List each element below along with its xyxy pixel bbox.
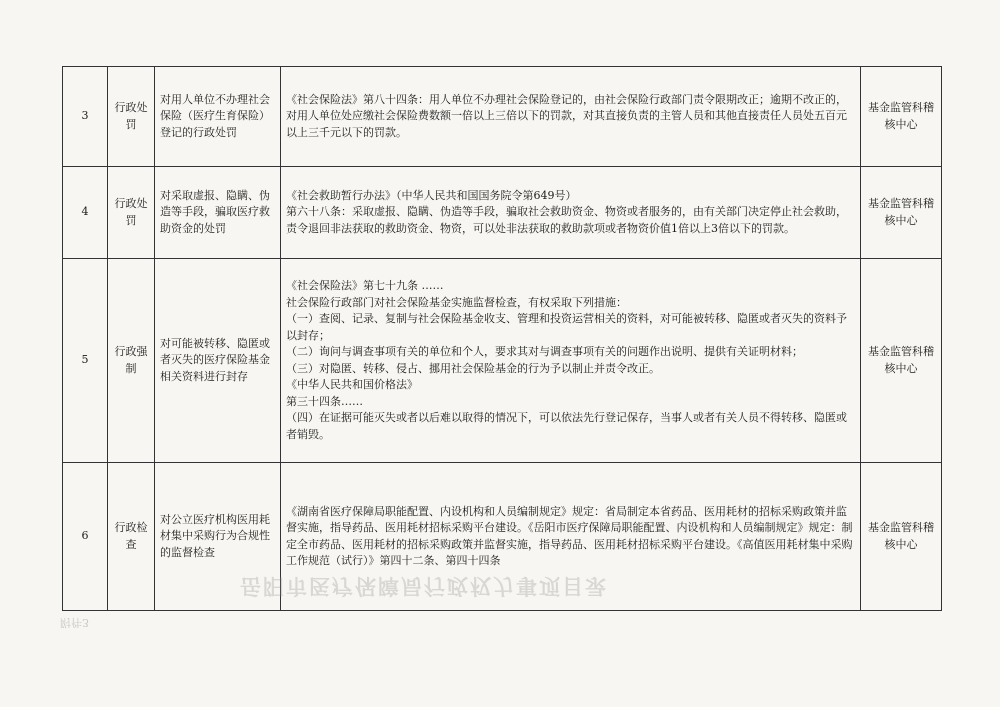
power-type: 行政检查 [108, 463, 155, 611]
power-type: 行政强制 [108, 259, 155, 463]
basis-line: 《社会保险法》第七十九条 …… [286, 279, 444, 292]
responsible-dept: 基金监管科稽核中心 [861, 167, 942, 259]
legal-basis [281, 167, 861, 259]
power-item: 对用人单位不办理社会保险（医疗生育保险）登记的行政处罚 [155, 67, 281, 167]
table-row [63, 67, 942, 167]
power-type: 行政处罚 [108, 67, 155, 167]
basis-line: 《中华人民共和国价格法》 [286, 378, 418, 391]
legal-basis [281, 67, 861, 167]
basis-line: （二）询问与调查事项有关的单位和个人，要求其对与调查事项有关的问题作出说明、提供有关证明材料； [286, 345, 803, 358]
basis-line: （三）对隐匿、转移、侵占、挪用社会保险基金的行为予以制止并责令改正。 [286, 361, 660, 375]
basis-line: 《社会保险法》第八十四条：用人单位不办理社会保险登记的，由社会保险行政部门责令限期改正；逾期不改正的，对用人单位处应缴社会保险费数额一倍以上三倍以下的罚款，对其直接负责的主管人员和其他直接责任人员处五百元以上三千元以下的罚款。 [286, 92, 847, 139]
power-item: 对可能被转移、隐匿或者灭失的医疗保险基金相关资料进行封存 [155, 259, 281, 463]
power-item: 对公立医疗机构医用耗材集中采购行为合规性的监督检查 [155, 463, 281, 611]
responsible-dept: 基金监管科稽核中心 [861, 259, 942, 463]
basis-line: （四）在证据可能灭失或者以后难以取得的情况下，可以依法先行登记保存，当事人或者有关人员不得转移、隐匿或者销毁。 [286, 411, 847, 441]
table-row [63, 259, 942, 463]
basis-line: （一）查阅、记录、复制与社会保险基金收支、管理和投资运营相关的资料，对可能被转移、隐匿或者灭失的资料予以封存； [286, 312, 847, 342]
responsible-dept: 基金监管科稽核中心 [861, 463, 942, 611]
basis-line: 第六十八条：采取虚报、隐瞒、伪造等手段，骗取社会救助资金、物资或者服务的，由有关部门决定停止社会救助，责令退回非法获取的救助资金、物资，可以处非法获取的救助款项或者物资价值1倍以上3倍以下的罚款。 [286, 205, 847, 235]
row-number: 4 [63, 167, 108, 259]
bleed-through-corner-mark: 附件3 [60, 616, 89, 629]
bleed-through-title: 岳阳市医疗保障局行政权力事项目录 [240, 574, 608, 598]
power-item: 对采取虚报、隐瞒、伪造等手段，骗取医疗救助资金的处罚 [155, 167, 281, 259]
table-row [63, 167, 942, 259]
legal-basis [281, 259, 861, 463]
basis-line: 《社会救助暂行办法》（中华人民共和国国务院令第649号） [286, 188, 577, 202]
basis-line: 《湖南省医疗保障局职能配置、内设机构和人员编制规定》规定：省局制定本省药品、医用耗材的招标采购政策并监督实施，指导药品、医用耗材招标采购平台建设。《岳阳市医疗保障局职能配置、内设机构和人员编制规定》规定：制定全市药品、医用耗材的招标采购政策并监督实施，指导药品、医用耗材招标采购平台建设。《高值医用耗材集中采购工作规范（试行）》第四十二条、第四十四条 [286, 504, 853, 567]
row-number: 6 [63, 463, 108, 611]
row-number: 3 [63, 67, 108, 167]
basis-line: 社会保险行政部门对社会保险基金实施监督检查，有权采取下列措施： [286, 295, 627, 309]
row-number: 5 [63, 259, 108, 463]
basis-line: 第三十四条…… [286, 394, 363, 408]
power-type: 行政处罚 [108, 167, 155, 259]
responsible-dept: 基金监管科稽核中心 [861, 67, 942, 167]
power-list-table [62, 66, 942, 611]
